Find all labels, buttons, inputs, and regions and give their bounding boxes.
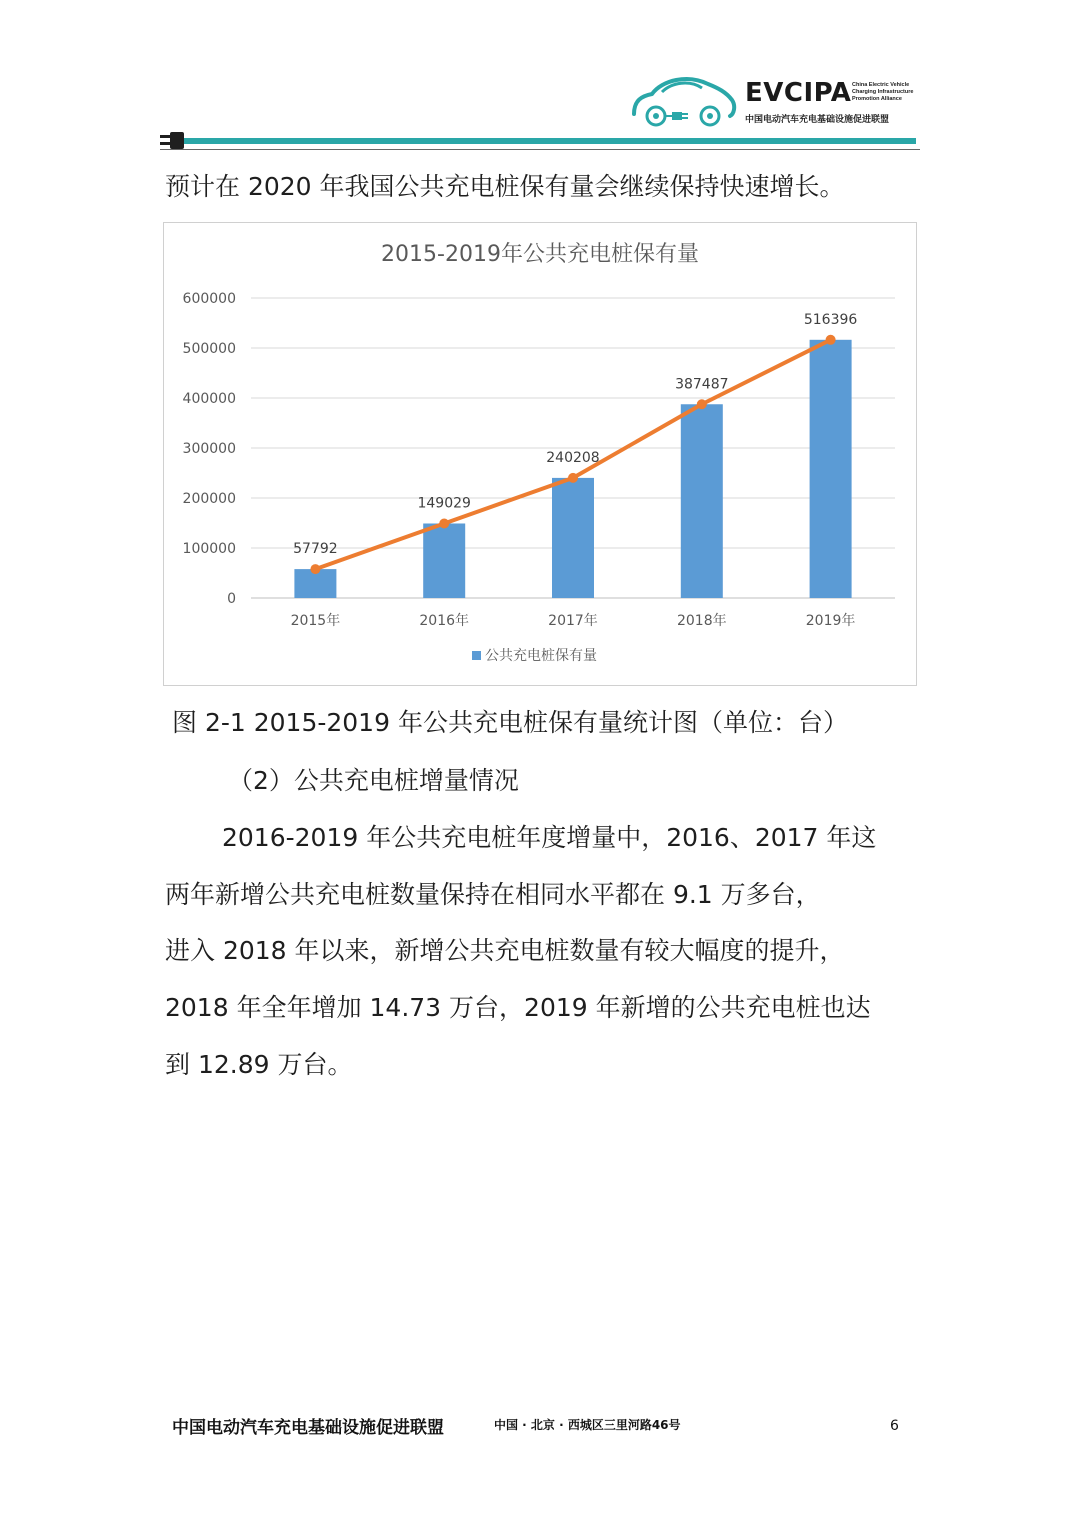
paragraph-line: 2018 年全年增加 14.73 万台，2019 年新增的公共充电桩也达	[165, 993, 871, 1022]
footer-organization: 中国电动汽车充电基础设施促进联盟	[172, 1418, 444, 1438]
y-tick-label: 0	[227, 591, 236, 607]
data-label: 240208	[546, 449, 600, 466]
trend-point	[826, 335, 836, 345]
trend-point	[439, 518, 449, 528]
y-tick-label: 400000	[182, 391, 236, 407]
x-tick-label: 2019年	[805, 613, 856, 629]
paragraph-line: 到 12.89 万台。	[165, 1050, 353, 1079]
brand-chinese-name: 中国电动汽车充电基础设施促进联盟	[745, 115, 890, 125]
intro-line: 预计在 2020 年我国公共充电桩保有量会继续保持快速增长。	[165, 172, 845, 201]
bar	[552, 478, 594, 598]
bar	[681, 404, 723, 598]
data-label: 57792	[293, 541, 338, 558]
y-tick-label: 300000	[182, 441, 236, 457]
brand-en-line: Promotion Alliance	[852, 96, 902, 102]
legend-swatch	[472, 651, 481, 660]
trend-point	[697, 399, 707, 409]
brand-en-line: Charging Infrastructure	[852, 89, 914, 95]
figure-caption: 图 2-1 2015-2019 年公共充电桩保有量统计图（单位：台）	[172, 708, 848, 737]
data-label: 516396	[803, 311, 858, 328]
legend-label: 公共充电桩保有量	[485, 648, 597, 664]
brand-name: EVCIPA	[745, 78, 852, 108]
trend-point	[310, 564, 320, 574]
y-tick-label: 600000	[182, 291, 236, 307]
paragraph-line: 2016-2019 年公共充电桩年度增量中，2016、2017 年这	[222, 823, 877, 852]
chart-title: 2015-2019年公共充电桩保有量	[381, 242, 699, 267]
header-plug-rule	[160, 130, 920, 150]
page-number: 6	[890, 1418, 899, 1434]
y-tick-label: 500000	[182, 341, 236, 357]
bar	[423, 523, 465, 598]
paragraph-line: 进入 2018 年以来，新增公共充电桩数量有较大幅度的提升，	[165, 936, 845, 965]
footer-address: 中国 · 北京 · 西城区三里河路46号	[494, 1418, 681, 1432]
x-tick-label: 2015年	[290, 613, 341, 629]
x-tick-label: 2016年	[419, 613, 470, 629]
x-tick-label: 2017年	[548, 613, 598, 629]
bar	[810, 340, 852, 598]
bar-chart	[163, 222, 917, 686]
brand-en-line: China Electric Vehicle	[852, 82, 910, 88]
paragraph-line: 两年新增公共充电桩数量保持在相同水平都在 9.1 万多台，	[165, 880, 821, 909]
evcipa-logo	[628, 70, 740, 130]
data-label: 149029	[417, 495, 471, 512]
y-tick-label: 200000	[182, 491, 236, 507]
brand-english-name	[852, 82, 922, 103]
data-label: 387487	[675, 376, 729, 393]
y-tick-label: 100000	[182, 541, 236, 557]
x-tick-label: 2018年	[676, 613, 727, 629]
trend-point	[568, 473, 578, 483]
section-subheading: （2）公共充电桩增量情况	[228, 766, 519, 795]
